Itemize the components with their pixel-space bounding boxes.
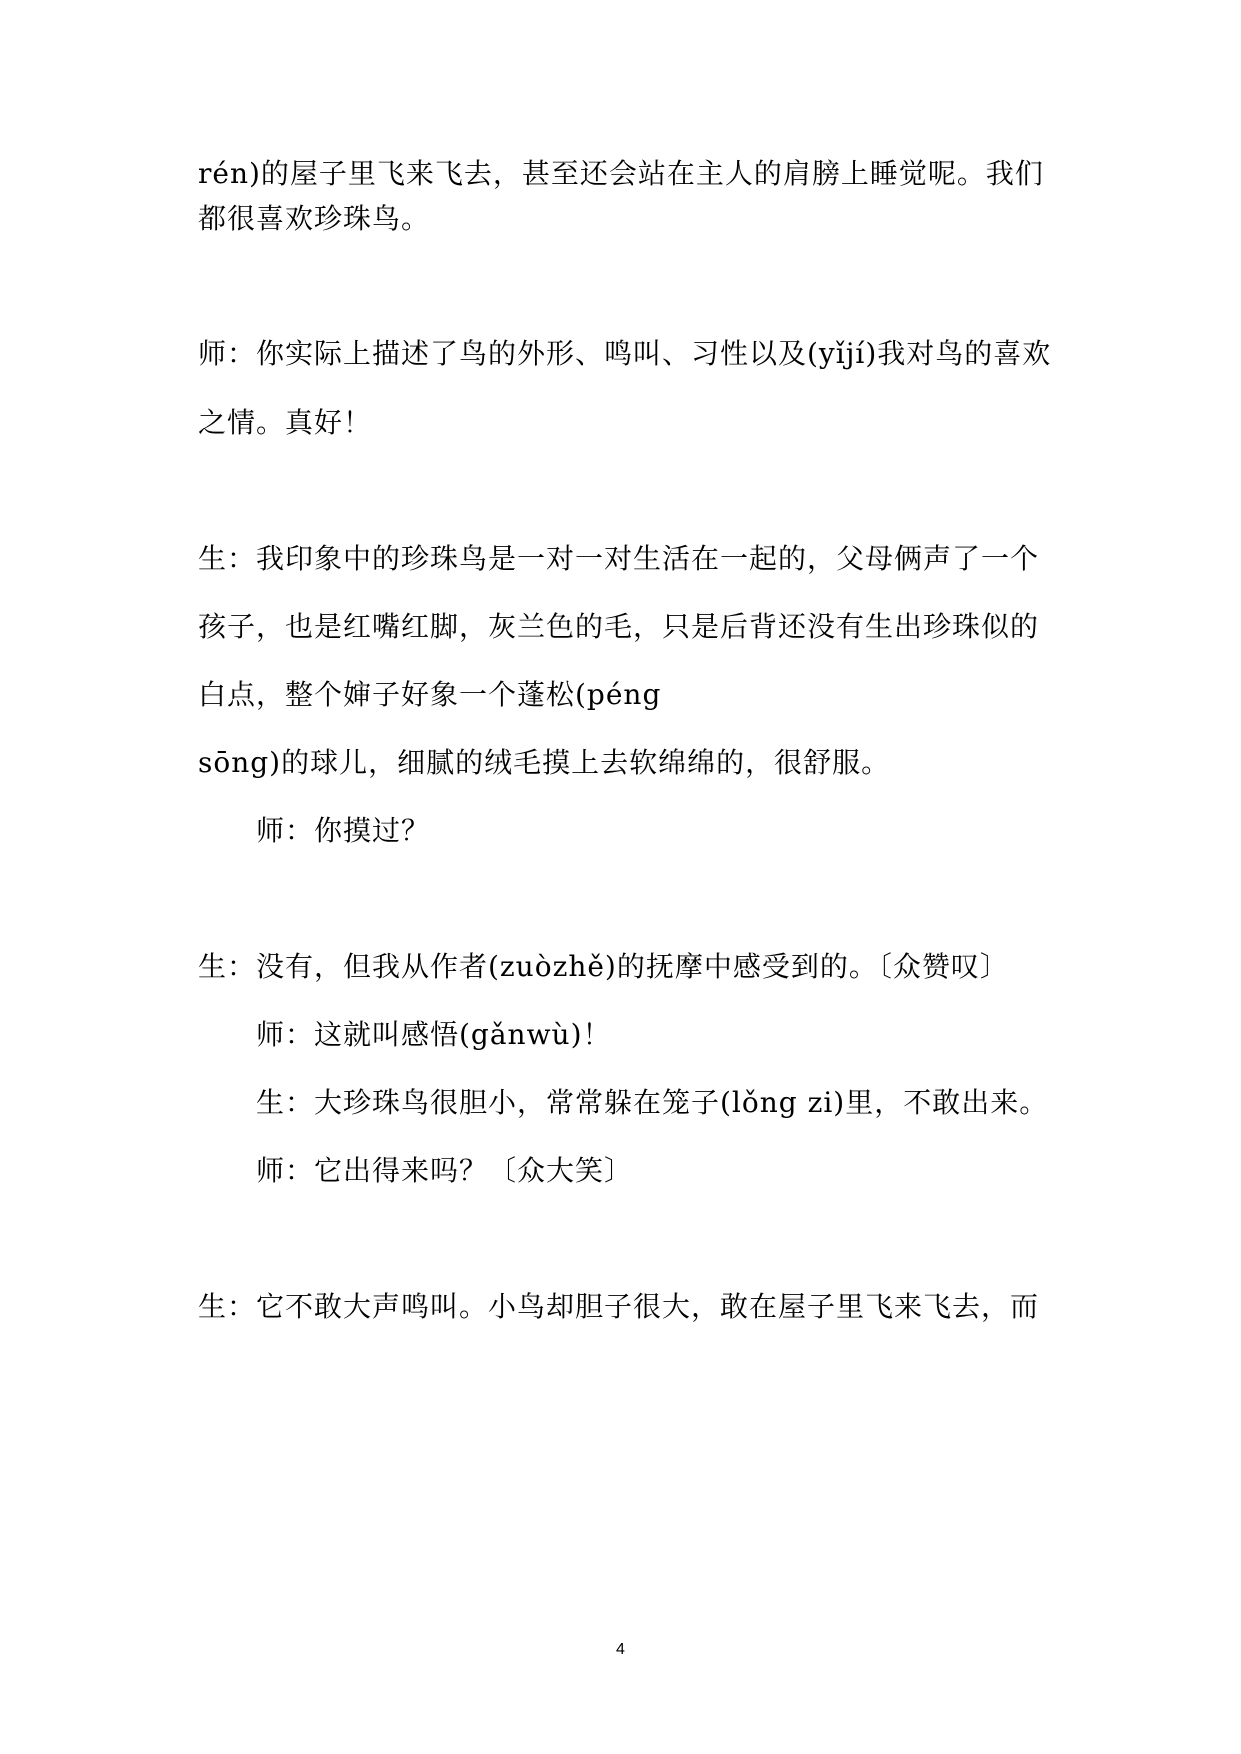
student-line: 生：大珍珠鸟很胆小，常常躲在笼子(lǒng zi)里，不敢出来。	[256, 1086, 1049, 1119]
student-line: 生：我印象中的珍珠鸟是一对一对生活在一起的，父母俩声了一个	[198, 542, 1040, 575]
text-line: 孩子，也是红嘴红脚，灰兰色的毛，只是后背还没有生出珍珠似的	[198, 610, 1040, 643]
text-line: 之情。真好！	[198, 406, 373, 439]
teacher-line: 师：你摸过？	[256, 814, 431, 847]
teacher-line: 师：你实际上描述了鸟的外形、鸣叫、习性以及(yǐjí)我对鸟的喜欢	[198, 337, 1052, 370]
text-line: 白点，整个婶子好象一个蓬松(péng	[198, 678, 662, 711]
text-line: sōng)的球儿，细腻的绒毛摸上去软绵绵的，很舒服。	[198, 746, 891, 779]
student-line: 生：没有，但我从作者(zuòzhě)的抚摩中感受到的。〔众赞叹〕	[198, 950, 1009, 983]
student-line: 生：它不敢大声鸣叫。小鸟却胆子很大，敢在屋子里飞来飞去，而	[198, 1290, 1040, 1323]
text-line: 都很喜欢珍珠鸟。	[198, 202, 431, 235]
teacher-line: 师：它出得来吗？〔众大笑〕	[256, 1154, 634, 1187]
teacher-line: 师：这就叫感悟(gǎnwù)！	[256, 1018, 612, 1051]
page-number: 4	[616, 1641, 625, 1658]
text-line: rén)的屋子里飞来飞去，甚至还会站在主人的肩膀上睡觉呢。我们	[198, 157, 1044, 190]
